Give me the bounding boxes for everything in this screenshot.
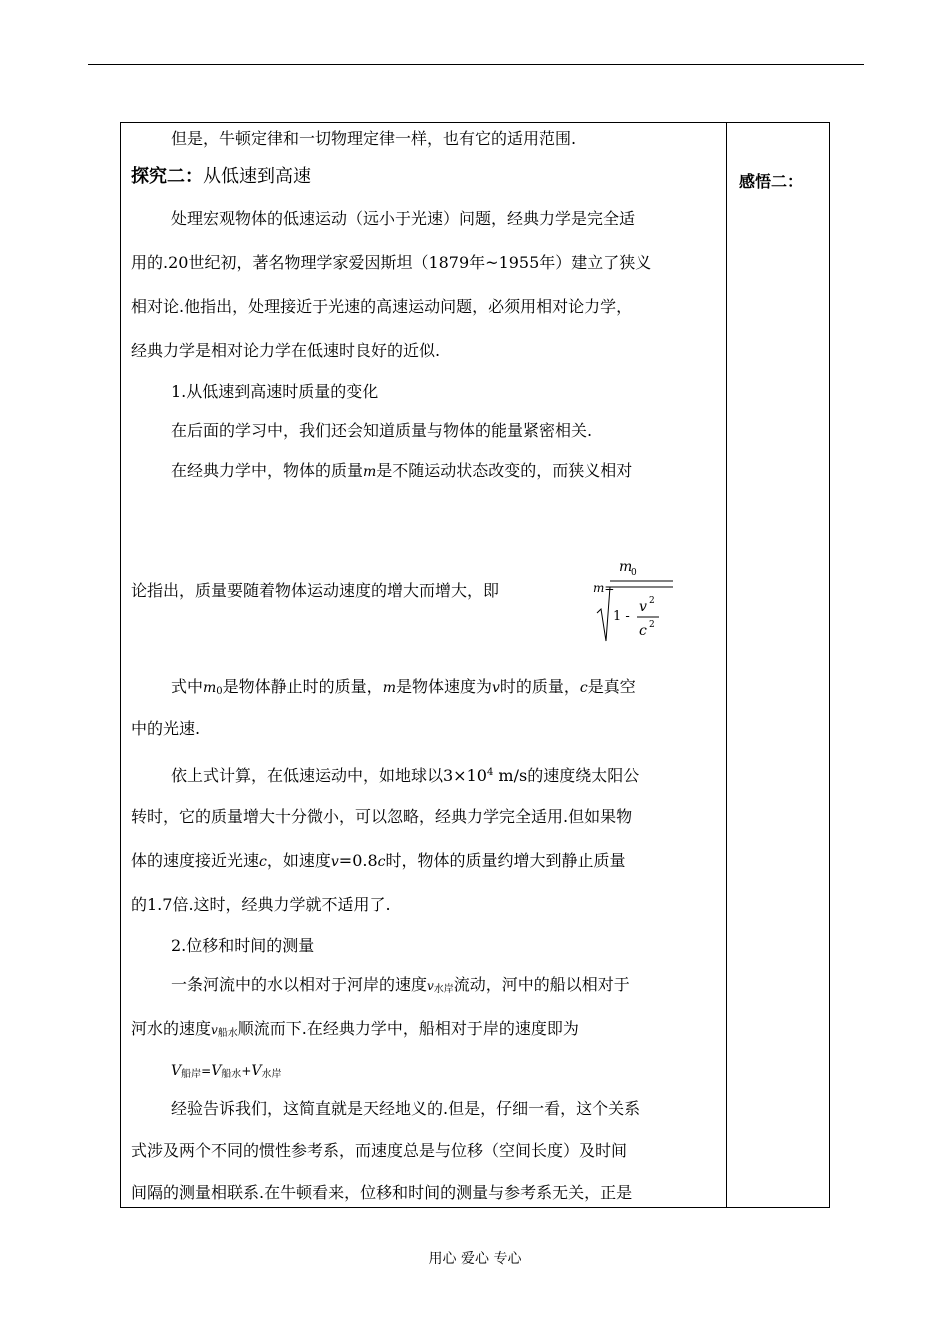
text-line: 一条河流中的水以相对于河岸的速度$v_{水岸}$流动，河中的船以相对于 — [171, 975, 630, 995]
subsection-heading: 2.位移和时间的测量 — [171, 936, 315, 955]
text-line: 中的光速. — [131, 719, 201, 738]
formula-c: c — [639, 623, 647, 639]
text-line: 的1.7倍.这时，经典力学就不适用了. — [131, 895, 391, 914]
text-line: 在经典力学中，物体的质量m是不随运动状态改变的，而狭义相对 — [171, 461, 633, 480]
text-line: 但是，牛顿定律和一切物理定律一样，也有它的适用范围. — [171, 129, 577, 148]
text-line: 用的.20世纪初，著名物理学家爱因斯坦（1879年~1955年）建立了狭义 — [131, 253, 652, 272]
text-line: 处理宏观物体的低速运动（远小于光速）问题，经典力学是完全适 — [171, 209, 636, 228]
text-line: 在后面的学习中，我们还会知道质量与物体的能量紧密相关. — [171, 421, 593, 440]
formula-one-minus: 1 - — [613, 609, 630, 624]
symbol-m: m — [363, 464, 377, 480]
formula-v-exp: 2 — [649, 596, 655, 606]
radical-sign — [597, 587, 673, 641]
text-line: 转时，它的质量增大十分微小，可以忽略，经典力学完全适用.但如果物 — [131, 807, 633, 826]
column-divider — [726, 123, 727, 1207]
section-label: 探究二： — [131, 166, 203, 187]
text-line: 河水的速度$v_{船水}$顺流而下.在经典力学中，船相对于岸的速度即为 — [131, 1019, 579, 1039]
subsection-heading: 1.从低速到高速时质量的变化 — [171, 382, 379, 401]
formula-c-exp: 2 — [649, 620, 655, 630]
section-heading — [131, 167, 311, 187]
section-title: 从低速到高速 — [203, 166, 311, 187]
formula-subscript: 0 — [631, 568, 637, 578]
formula-m: m — [619, 559, 633, 575]
text-line: 经验告诉我们，这简直就是天经地义的.但是，仔细一看，这个关系 — [171, 1099, 641, 1118]
text-line: 间隔的测量相联系.在牛顿看来，位移和时间的测量与参考系无关，正是 — [131, 1183, 633, 1202]
page-footer: 用心 爱心 专心 — [428, 1251, 522, 1267]
formula-v: v — [639, 599, 647, 615]
header-rule — [88, 64, 864, 65]
text-line: 式中$m_0$是物体静止时的质量，m是物体速度为v时的质量，c是真空 — [171, 677, 636, 697]
text-line: 经典力学是相对论力学在低速时良好的近似. — [131, 341, 441, 360]
text-line: 依上式计算，在低速运动中，如地球以$3\times 10^4$ m/s的速度绕太阳公 — [171, 766, 640, 785]
content-table — [120, 122, 830, 1208]
text-line: 式涉及两个不同的惯性参考系，而速度总是与位移（空间长度）及时间 — [131, 1141, 628, 1160]
text-line: 相对论.他指出，处理接近于光速的高速运动问题，必须用相对论力学， — [131, 297, 633, 316]
velocity-formula: $V_{船岸}=V_{船水}+V_{水岸}$ — [171, 1063, 282, 1080]
formula-lhs: m= — [593, 581, 615, 595]
reflection-label: 感悟二： — [739, 172, 804, 191]
text-line: 论指出，质量要随着物体运动速度的增大而增大，即 — [131, 581, 500, 600]
text-line: 体的速度接近光速c，如速度v=0.8c时，物体的质量约增大到静止质量 — [131, 851, 626, 870]
mass-formula — [593, 559, 683, 649]
